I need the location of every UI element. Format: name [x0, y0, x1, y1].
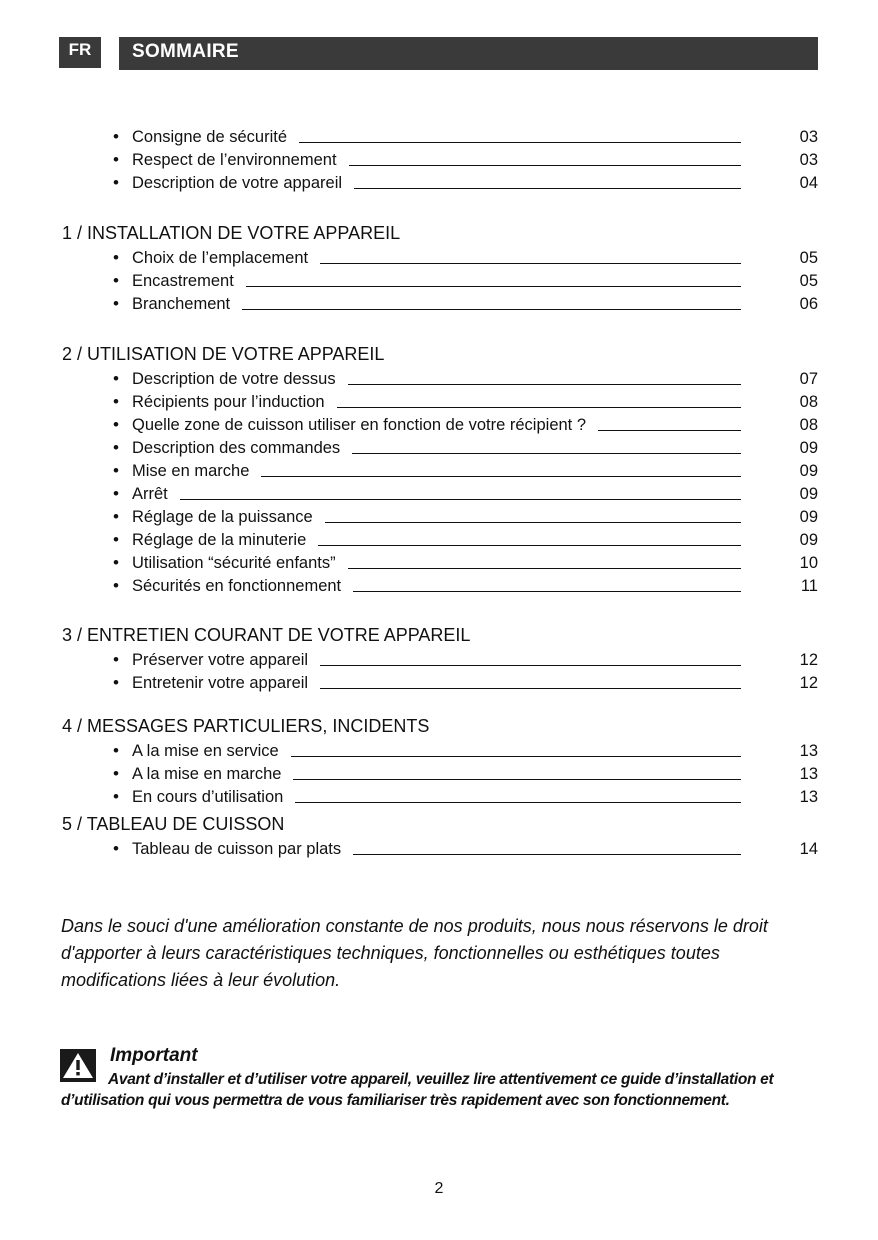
leader-line [168, 484, 788, 504]
toc-item-label: Mise en marche [132, 462, 250, 480]
toc-item [113, 836, 818, 859]
bullet-icon: • [113, 484, 119, 503]
toc-item-label: A la mise en service [132, 742, 279, 760]
section-title: 3 / ENTRETIEN COURANT DE VOTRE APPAREIL [62, 625, 471, 645]
toc-item-label: Récipients pour l’induction [132, 393, 325, 411]
toc-item-label: Encastrement [132, 272, 234, 290]
toc-page-number: 10 [799, 554, 818, 572]
leader-line [279, 741, 788, 761]
leader-line [308, 650, 788, 670]
bullet-icon: • [113, 127, 119, 146]
leader-line [281, 764, 788, 784]
toc-item-label: Réglage de la minuterie [132, 531, 307, 549]
toc-page-number: 05 [799, 272, 818, 290]
toc-page-number: 11 [800, 577, 818, 595]
bullet-icon: • [113, 741, 119, 760]
bullet-icon: • [113, 438, 119, 457]
leader-line [336, 553, 788, 573]
toc-item-label: Tableau de cuisson par plats [132, 840, 342, 858]
toc-item [113, 291, 818, 314]
leader-line [341, 576, 788, 596]
toc-item-label: Branchement [132, 295, 231, 313]
toc-item-label: Entretenir votre appareil [132, 674, 309, 692]
toc-page-number: 09 [799, 508, 818, 526]
page-title: SOMMAIRE [119, 37, 818, 70]
section-title: 1 / INSTALLATION DE VOTRE APPAREIL [62, 223, 401, 243]
leader-line [283, 787, 788, 807]
toc-item [113, 761, 818, 784]
toc-page-number: 09 [799, 439, 818, 457]
toc-page-number: 05 [799, 249, 818, 267]
leader-line [340, 438, 788, 458]
toc-item [113, 245, 818, 268]
leader-line [337, 150, 788, 170]
toc-item [113, 170, 818, 193]
toc-page-number: 13 [799, 765, 818, 783]
toc-page-number: 12 [799, 674, 818, 692]
toc-item-label: Réglage de la puissance [132, 508, 313, 526]
toc-item [113, 504, 818, 527]
bullet-icon: • [113, 673, 119, 692]
toc-item [113, 647, 818, 670]
leader-line [234, 271, 788, 291]
toc-page-number: 13 [799, 742, 818, 760]
toc-item-label: Quelle zone de cuisson utiliser en fonction de votre récipient ? [132, 416, 587, 434]
important-text: Avant d’installer et d’utiliser votre appareil, veuillez lire attentivement ce guide d’installation et d’utilisation qui vous permettra de vous familiariser très rapidement avec son fonctionnement. [61, 1071, 774, 1109]
toc-item-label: Choix de l’emplacement [132, 249, 309, 267]
disclaimer-notice: Dans le souci d'une amélioration constante de nos produits, nous nous réservons le droit d'apporter à leurs caractéristiques techniques, fonctionnelles ou esthétiques toutes modifications liées à leur évolution. [61, 916, 768, 990]
toc-item [113, 124, 818, 147]
toc-page-number: 08 [799, 416, 818, 434]
toc-item [113, 784, 818, 807]
leader-line [342, 173, 788, 193]
toc-page-number: 09 [799, 485, 818, 503]
toc-page-number: 14 [799, 840, 818, 858]
toc-item [113, 389, 818, 412]
leader-line [325, 392, 788, 412]
toc-page-number: 03 [799, 151, 818, 169]
toc-item-label: Description des commandes [132, 439, 341, 457]
language-badge: FR [59, 37, 101, 68]
leader-line [313, 507, 788, 527]
bullet-icon: • [113, 271, 119, 290]
bullet-icon: • [113, 461, 119, 480]
toc-item [113, 527, 818, 550]
bullet-icon: • [113, 839, 119, 858]
toc-item [113, 573, 818, 596]
toc-item [113, 481, 818, 504]
section-title: 4 / MESSAGES PARTICULIERS, INCIDENTS [62, 716, 430, 736]
toc-item-label: Description de votre appareil [132, 174, 343, 192]
toc-page-number: 06 [799, 295, 818, 313]
toc-item [113, 147, 818, 170]
bullet-icon: • [113, 576, 119, 595]
toc-item [113, 550, 818, 573]
toc-page-number: 03 [799, 128, 818, 146]
toc-item [113, 366, 818, 389]
bullet-icon: • [113, 392, 119, 411]
toc-page-number: 13 [799, 788, 818, 806]
bullet-icon: • [113, 650, 119, 669]
toc-page-number: 07 [799, 370, 818, 388]
leader-line [230, 294, 788, 314]
leader-line [341, 839, 788, 859]
bullet-icon: • [113, 415, 119, 434]
toc-page-number: 09 [799, 531, 818, 549]
toc-page-number: 04 [799, 174, 818, 192]
toc-item [113, 458, 818, 481]
toc-item-label: A la mise en marche [132, 765, 282, 783]
bullet-icon: • [113, 530, 119, 549]
bullet-icon: • [113, 248, 119, 267]
leader-line [308, 673, 788, 693]
leader-line [336, 369, 788, 389]
toc-item-label: Description de votre dessus [132, 370, 336, 388]
toc-item-label: Respect de l’environnement [132, 151, 337, 169]
toc-item-label: Arrêt [132, 485, 168, 503]
bullet-icon: • [113, 507, 119, 526]
bullet-icon: • [113, 787, 119, 806]
toc-page-number: 09 [799, 462, 818, 480]
toc-item-label: Utilisation “sécurité enfants” [132, 554, 336, 572]
bullet-icon: • [113, 173, 119, 192]
leader-line [287, 127, 788, 147]
leader-line [306, 530, 788, 550]
toc-item [113, 670, 818, 693]
section-title: 2 / UTILISATION DE VOTRE APPAREIL [62, 344, 385, 364]
bullet-icon: • [113, 294, 119, 313]
leader-line [249, 461, 788, 481]
page-number: 2 [434, 1180, 444, 1197]
toc-item-label: Sécurités en fonctionnement [132, 577, 342, 595]
section-title: 5 / TABLEAU DE CUISSON [62, 814, 285, 834]
toc-item-label: En cours d’utilisation [132, 788, 284, 806]
leader-line [308, 248, 788, 268]
toc-item [113, 435, 818, 458]
bullet-icon: • [113, 764, 119, 783]
toc-item [113, 738, 818, 761]
bullet-icon: • [113, 553, 119, 572]
leader-line [586, 415, 788, 435]
toc-item [113, 268, 818, 291]
toc-item [113, 412, 818, 435]
bullet-icon: • [113, 150, 119, 169]
toc-page-number: 08 [799, 393, 818, 411]
toc-item-label: Préserver votre appareil [132, 651, 309, 669]
toc-item-label: Consigne de sécurité [132, 128, 288, 146]
bullet-icon: • [113, 369, 119, 388]
important-title: Important [110, 1045, 198, 1066]
toc-page-number: 12 [799, 651, 818, 669]
